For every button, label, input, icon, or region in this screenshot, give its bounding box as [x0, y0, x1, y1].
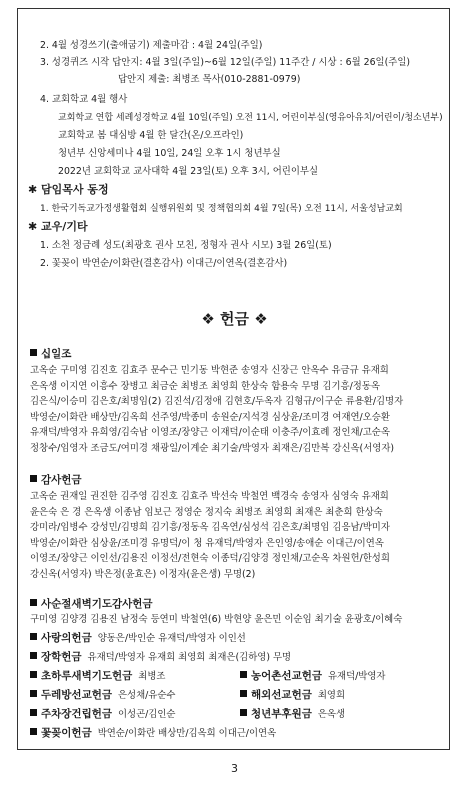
notice-item-4-line: 교회학교 연합 세례성경학교 4월 10일(주일) 오전 11시, 어린이부실(영유아유치/어린이/청소년부)	[58, 113, 443, 123]
name-line: 강신옥(서영자) 박은정(윤효은) 이정자(윤은생) 무명(2)	[30, 568, 256, 580]
fellowship-heading: ✱ 교우/기타	[28, 220, 88, 233]
tithe-names	[30, 363, 445, 457]
offering-names: 최영희	[317, 690, 345, 701]
tithe-heading	[30, 348, 71, 360]
square-bullet-icon	[30, 349, 37, 356]
notice-item-2: 2. 4월 성경쓰기(출애굽기) 제출마감 : 4월 24일(주일)	[40, 40, 263, 51]
pastor-line: 1. 한국기독교가정생활협회 실행위원회 및 정책협의회 4월 7일(목) 오전 11시, 서울성남교회	[40, 204, 403, 214]
fellowship-line-2: 2. 꽃꽂이 박연순/이화란(결혼감사) 이대근/이연옥(결혼감사)	[40, 258, 288, 269]
name-line: 이영조/장양근 이인선/김용진 이정선/전현숙 이종덕/김양경 정인채/고순옥 차원헌/한성희	[30, 553, 390, 565]
offering-heading: 해외선교헌금	[251, 689, 312, 701]
love-offering-row	[30, 631, 445, 646]
offering-heading: 주차장건립헌금	[41, 708, 113, 720]
fellowship-line-1: 1. 소천 정금례 성도(최광호 권사 모친, 정형자 권사 시모) 3월 26일(토)	[40, 240, 332, 251]
name-line: 정창수/임영자 조금도/여미경 채광일/이계순 최기술/박영자 최재은/김만복 강신옥(서영자)	[30, 442, 395, 454]
thanks-heading-label: 감사헌금	[41, 474, 82, 486]
notice-item-4-line: 청년부 신앙세미나 4월 10일, 24일 오후 1시 청년부실	[58, 148, 281, 159]
square-bullet-icon	[30, 671, 37, 678]
name-line: 은옥생 이지연 이흥수 장병고 최금순 최병조 최영희 한상숙 함용숙 무명 김기흥/정동옥	[30, 380, 380, 392]
name-line: 고옥순 권재일 권진한 김주영 김진호 김효주 박선숙 박철연 백경숙 송영자 심영숙 유재희	[30, 491, 389, 502]
notice-item-3: 3. 성경퀴즈 시작 답안지: 4월 3일(주일)~6월 12일(주일) 11주간 / 시상 : 6월 26일(주일)	[40, 57, 411, 68]
name-line: 윤은숙 은 경 은옥생 이종남 임보근 정영순 정지숙 최병조 최영희 최재은 최춘희 한상숙	[30, 506, 383, 518]
scholarship-row	[30, 650, 445, 665]
square-bullet-icon	[240, 690, 247, 697]
square-bullet-icon	[30, 728, 37, 735]
name-line: 고옥순 구미영 김진호 김효주 문수근 민기동 박현준 송영자 신장근 안옥수 유금규 유재희	[30, 365, 389, 376]
notice-item-4-line: 교회학교 봄 대심방 4월 한 달간(온/오프라인)	[58, 130, 244, 141]
name-line: 강미라/임병수 강성민/김명희 김기흥/정동옥 김옥연/심성석 김은호/최명임 김응남/박미자	[30, 522, 390, 534]
offering-heading: 청년부후원금	[251, 708, 312, 720]
offering-pair-row	[30, 669, 445, 684]
flower-offering-row	[30, 726, 445, 741]
notice-item-3-sub: 답안지 제출: 최병조 목사(010-2881-0979)	[118, 74, 301, 85]
name-line: 박영순/이화란 심상윤/조미경 유명덕/이 청 유재덕/박영자 은인영/송애순 이대근/이연옥	[30, 537, 384, 549]
offering-pair-row	[30, 688, 445, 703]
name-line: 박영순/이화란 배상만/김옥희 선주영/박종미 송원순/지석경 심상윤/조미경 여재연/오승환	[30, 411, 390, 423]
page-number: 3	[231, 762, 238, 775]
square-bullet-icon	[30, 633, 37, 640]
offering-title: ❖ 헌금 ❖	[201, 310, 268, 328]
square-bullet-icon	[30, 690, 37, 697]
flower-offering-heading: 꽃꽂이헌금	[41, 727, 92, 739]
offering-heading: 두레방선교헌금	[41, 689, 113, 701]
tithe-heading-label: 십일조	[41, 348, 72, 360]
notice-item-4-line: 2022년 교회학교 교사대학 4월 23일(토) 오후 3시, 어린이부실	[58, 166, 318, 177]
thanks-names	[30, 489, 445, 583]
scholarship-names: 유재덕/박영자 유재희 최영희 최재은(김하영) 무명	[87, 652, 292, 663]
pastor-heading: ✱ 담임목사 동정	[28, 183, 109, 196]
offering-names: 이성곤/김인순	[117, 709, 176, 720]
offering-names: 은옥생	[317, 709, 345, 720]
square-bullet-icon	[240, 709, 247, 716]
offering-pair-row	[30, 707, 445, 722]
offering-heading: 초하루새벽기도헌금	[41, 670, 133, 682]
offering-names: 최병조	[138, 671, 166, 682]
dawn-names: 구미영 김양경 김용진 남정숙 등연미 박철연(6) 박현양 윤은민 이순임 최기술 윤광호/이혜숙	[30, 614, 403, 625]
name-line: 김은식/이승미 김은호/최명임(2) 김진석/김정애 김현호/두옥자 김형규/이구순 류용환/김명자	[30, 396, 404, 408]
dawn-heading	[30, 598, 153, 610]
love-offering-heading: 사랑의헌금	[41, 632, 92, 644]
notice-item-4: 4. 교회학교 4월 행사	[40, 94, 128, 105]
offering-names: 은성채/유순수	[117, 690, 176, 701]
dawn-heading-label: 사순절새벽기도감사헌금	[41, 598, 153, 610]
offering-names: 유재덕/박영자	[327, 671, 386, 682]
name-line: 유재덕/박영자 유희영/김숙남 이영조/장양근 이재덕/이순태 이충주/이효례 정인채/고순옥	[30, 427, 390, 439]
square-bullet-icon	[30, 652, 37, 659]
square-bullet-icon	[240, 671, 247, 678]
offering-heading: 농어촌선교헌금	[251, 670, 323, 682]
thanks-heading	[30, 474, 82, 486]
flower-offering-names: 박연순/이화란 배상만/김옥희 이대근/이연옥	[97, 728, 277, 739]
square-bullet-icon	[30, 709, 37, 716]
scholarship-heading: 장학헌금	[41, 651, 82, 663]
square-bullet-icon	[30, 599, 37, 606]
love-offering-names: 양동은/박인순 유재덕/박영자 이인선	[97, 633, 246, 644]
square-bullet-icon	[30, 475, 37, 482]
